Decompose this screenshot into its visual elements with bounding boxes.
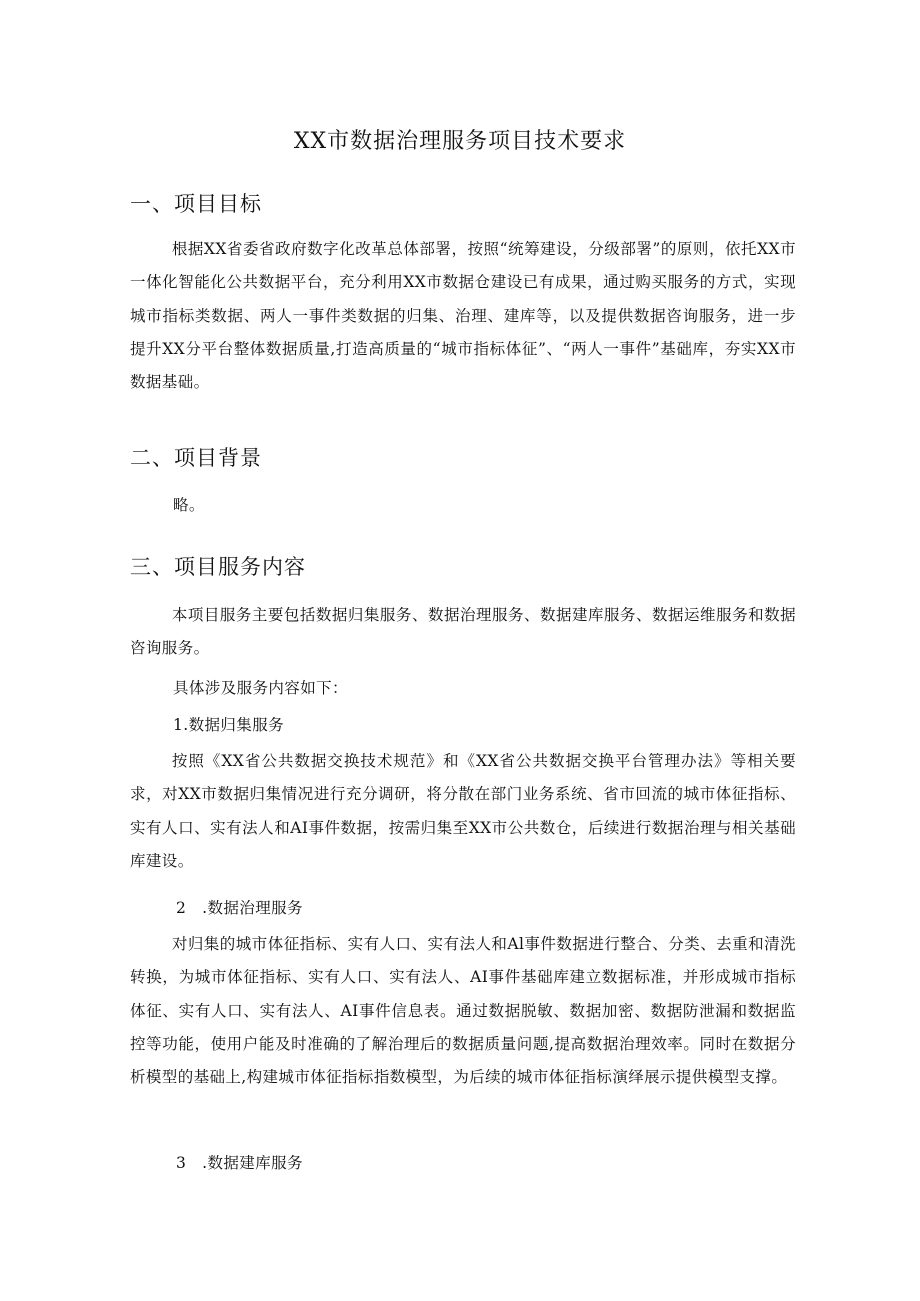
item3-title: 3 .数据建库服务 [176,1154,303,1172]
item2-paragraph: 对归集的城市体征指标、实有人口、实有法人和Al事件数据进行整合、分类、去重和清洗转换，为城市体征指标、实有人口、实有法人、AI事件基础库建立数据标准，并形成城市指标体征、实有人口、实有法人、AI事件信息表。通过数据脱敏、数据加密、数据防泄漏和数据监控等功能，使用户能及时准确的了解治理后的数据质量问题,提高数据治理效率。同时在数据分析模型的基础上,构建城市体征指标指数模型，为后续的城市体征指标演绎展示提供模型支撑。 [130,935,796,1087]
item2-title: 2 .数据治理服务 [176,899,303,917]
section-heading-service-content: 三、项目服务内容 [130,555,306,579]
item1-title: 1.数据归集服务 [173,716,284,734]
document-title: XX市数据治理服务项目技术要求 [293,129,627,154]
service-content-intro: 本项目服务主要包括数据归集服务、数据治理服务、数据建库服务、数据运维服务和数据咨询服务。 [130,606,796,658]
project-background-paragraph: 略。 [173,496,205,514]
section-heading-project-background: 二、项目背景 [130,446,262,470]
project-goal-paragraph: 根据XX省委省政府数字化改革总体部署，按照“统筹建设，分级部署”的原则，依托XX市一体化智能化公共数据平台，充分利用XX市数据仓建设已有成果，通过购买服务的方式，实现城市指标类数据、两人一事件类数据的归集、治理、建库等，以及提供数据咨询服务，进一步提升XX分平台整体数据质量,打造高质量的“城市指标体征”、“两人一事件”基础库，夯实XX市数据基础。 [130,240,796,392]
item1-paragraph: 按照《XX省公共数据交换技术规范》和《XX省公共数据交换平台管理办法》等相关要求，对XX市数据归集情况进行充分调研，将分散在部门业务系统、省市回流的城市体征指标、实有人口、实有法人和AI事件数据，按需归集至XX市公共数仓，后续进行数据治理与相关基础库建设。 [130,752,796,870]
service-detail-intro: 具体涉及服务内容如下： [173,679,348,697]
section-heading-project-goal: 一、项目目标 [130,192,262,216]
